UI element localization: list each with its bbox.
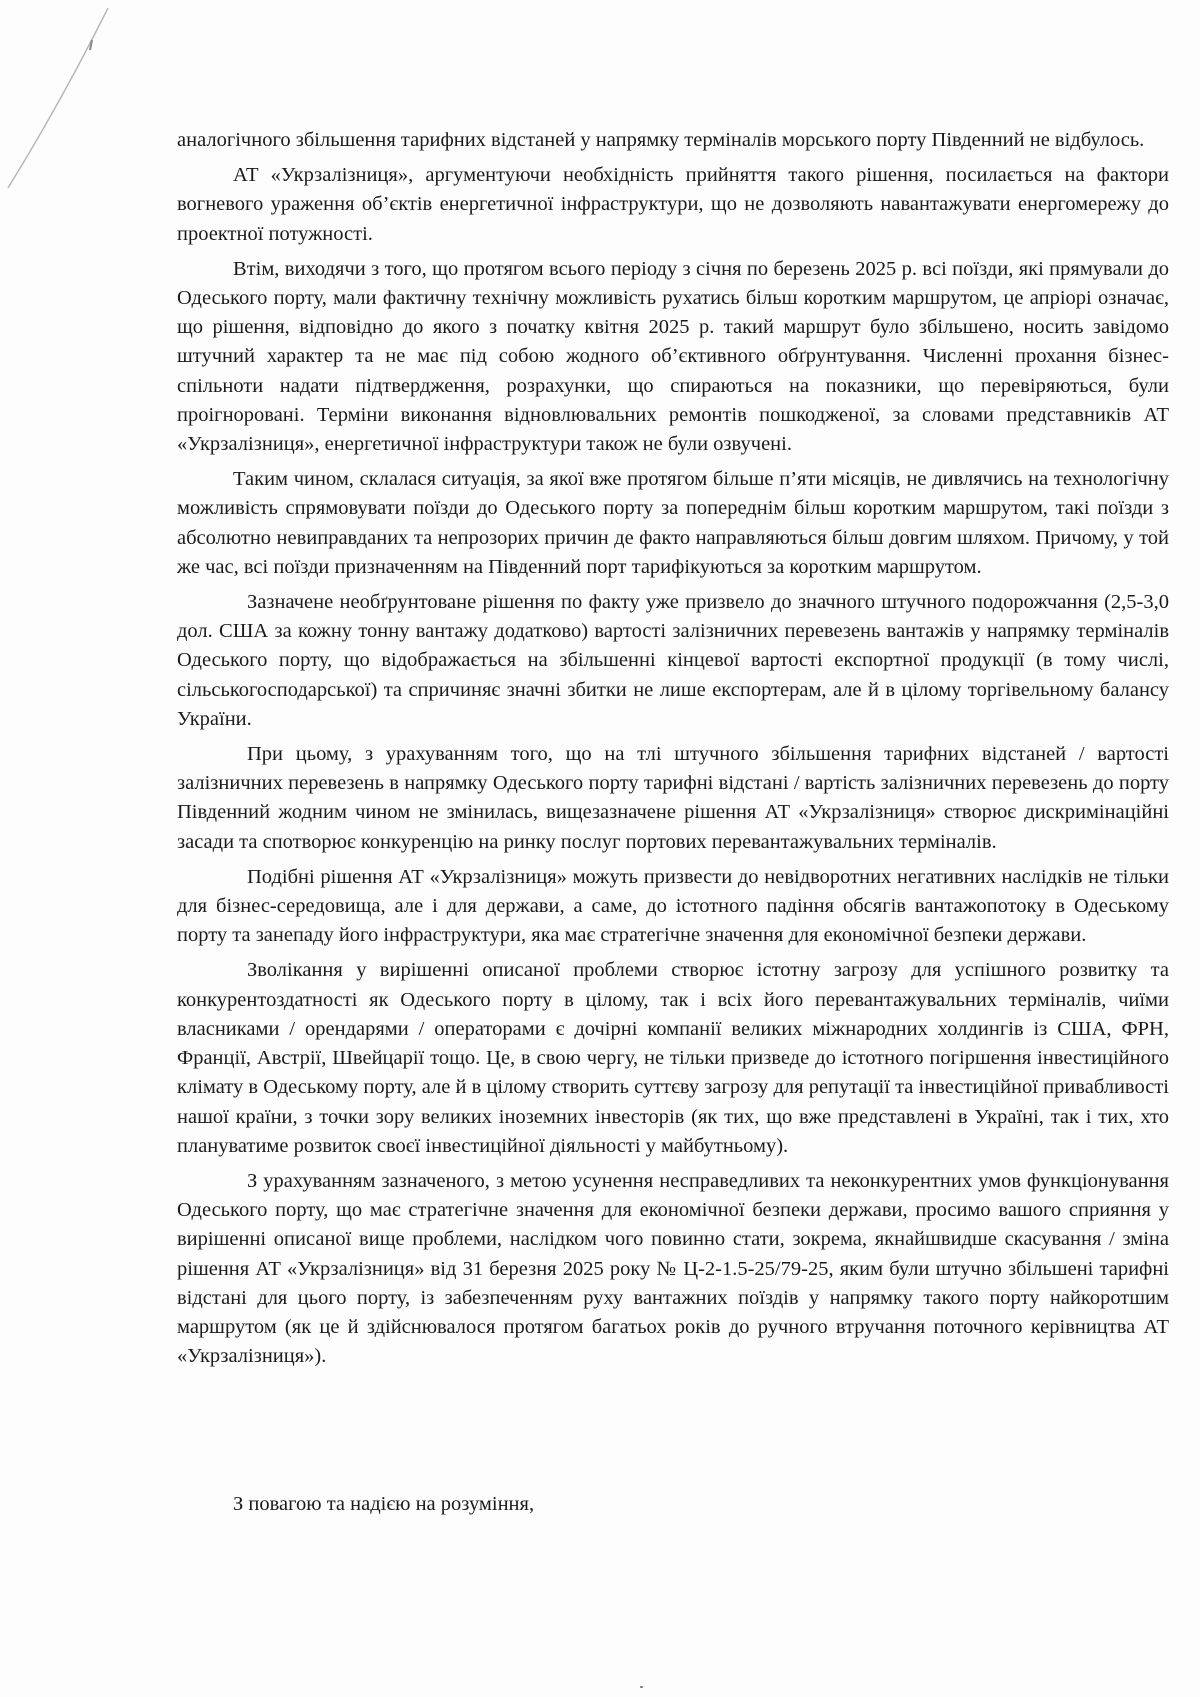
closing-line: З повагою та надією на розуміння,	[233, 1493, 535, 1515]
letter-body	[177, 126, 1169, 1377]
paragraph-4: Таким чином, склалася ситуація, за якої вже протягом більше п’яти місяців, не дивлячись на технологічну можливість спрямовувати поїзди до Одеського порту за попереднім більш коротким маршрутом, такі поїзди з абсолютно невиправданих та непрозорих причин де факто направляються більш довгим шляхом. Причому, у той же час, всі поїзди призначенням на Південний порт тарифікуються за коротким маршрутом.	[177, 468, 1169, 578]
scan-fold-mark	[0, 0, 140, 220]
paragraph-3: Втім, виходячи з того, що протягом всього періоду з січня по березень 2025 р. всі поїзди, які прямували до Одеського порту, мали фактичну технічну можливість рухатись більш коротким маршрутом, це апріорі означає, що рішення, відповідно до якого з початку квітня 2025 р. такий маршрут було збільшено, носить завідомо штучний характер та не має під собою жодного об’єктивного обґрунтування. Численні прохання бізнес-спільноти надати підтвердження, розрахунки, що спираються на показники, що перевіряються, були проігноровані. Терміни виконання відновлювальних ремонтів пошкодженої, за словами представників АТ «Укрзалізниця», енергетичної інфраструктури також не були озвучені.	[177, 257, 1169, 456]
paragraph-5: Зазначене необґрунтоване рішення по факту уже призвело до значного штучного подорожчання (2,5-3,0 дол. США за кожну тонну вантажу додатково) вартості залізничних перевезень вантажів у напрямку терміналів Одеського порту, що відображається на збільшенні кінцевої вартості експортної продукції (в тому числі, сільськогосподарської) та спричиняє значні збитки не лише експортерам, але й в цілому торгівельному балансу України.	[177, 591, 1169, 730]
paragraph-6: При цьому, з урахуванням того, що на тлі штучного збільшення тарифних відстаней / вартості залізничних перевезень в напрямку Одеського порту тарифні відстані / вартість залізничних перевезень до порту Південний жодним чином не змінилась, вищезазначене рішення АТ «Укрзалізниця» створює дискримінаційні засади та спотворює конкуренцію на ринку послуг портових перевантажувальних терміналів.	[177, 743, 1169, 853]
paragraph-2: АТ «Укрзалізниця», аргументуючи необхідність прийняття такого рішення, посилається на фактори вогневого ураження об’єктів енергетичної інфраструктури, що не дозволяють навантажувати енергомережу до проектної потужності.	[177, 164, 1169, 245]
paragraph-9: З урахуванням зазначеного, з метою усунення несправедливих та неконкурентних умов функціонування Одеського порту, що має стратегічне значення для економічної безпеки держави, просимо вашого сприяння у вирішенні описаної вище проблеми, наслідком чого повинно стати, зокрема, якнайшвидше скасування / зміна рішення АТ «Укрзалізниця» від 31 березня 2025 року № Ц-2-1.5-25/79-25, яким були штучно збільшені тарифні відстані для цього порту, із забезпеченням руху вантажних поїздів у напрямку такого порту найкоротшим маршрутом (як це й здійснювалося протягом багатьох років до ручного втручання поточного керівництва АТ «Укрзалізниця»).	[177, 1169, 1169, 1368]
paragraph-8: Зволікання у вирішенні описаної проблеми створює істотну загрозу для успішного розвитку та конкурентоздатності як Одеського порту в цілому, так і всіх його перевантажувальних терміналів, чиїми власниками / орендарями / операторами є дочірні компанії великих міжнародних холдингів із США, ФРН, Франції, Австрії, Швейцарії тощо. Це, в свою чергу, не тільки призведе до істотного погіршення інвестиційного клімату в Одеському порту, але й в цілому створить суттєву загрозу для репутації та інвестиційної привабливості нашої країни, з точки зору великих іноземних інвесторів (як тих, що вже представлені в Україні, так і тих, хто плануватиме розвиток своєї інвестиційної діяльності у майбутньому).	[177, 959, 1169, 1157]
scan-speck	[640, 1686, 643, 1688]
paragraph-1: аналогічного збільшення тарифних відстаней у напрямку терміналів морського порту Південний не відбулось.	[177, 129, 1145, 151]
paragraph-7: Подібні рішення АТ «Укрзалізниця» можуть призвести до невідворотних негативних наслідків не тільки для бізнес-середовища, але і для держави, а саме, до істотного падіння обсягів вантажопотоку в Одеському порту та занепаду його інфраструктури, яка має стратегічне значення для економічної безпеки держави.	[177, 865, 1169, 947]
